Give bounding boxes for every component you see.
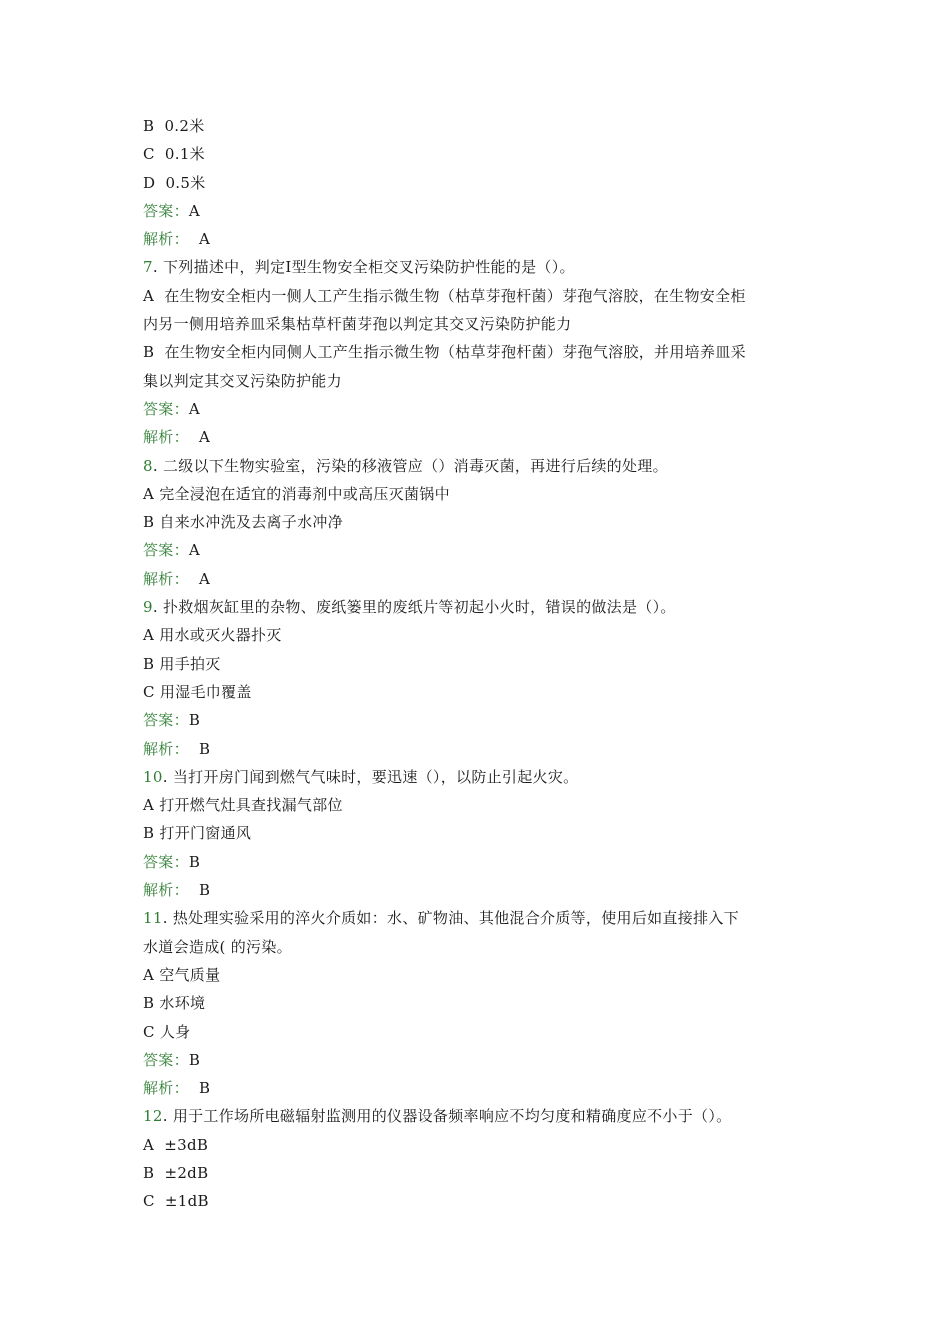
- question-line: [143, 593, 813, 621]
- question-text: . 下列描述中，判定Ⅰ型生物安全柜交叉污染防护性能的是（）。: [152, 258, 575, 277]
- analysis-line: [143, 423, 813, 451]
- question-line: [143, 904, 813, 932]
- question-number: 9: [143, 598, 153, 617]
- question-line: [143, 763, 813, 791]
- option-line: C 人身: [143, 1022, 191, 1041]
- answer-value: B: [188, 711, 201, 730]
- analysis-label: 解析：: [143, 230, 189, 249]
- analysis-label: 解析：: [143, 428, 189, 447]
- option-line: B 打开门窗通风: [143, 824, 252, 843]
- option-line: 水道会造成( 的污染。: [143, 937, 292, 956]
- option-line: 集以判定其交叉污染防护能力: [143, 371, 342, 390]
- answer-label: 答案：: [143, 201, 189, 220]
- answer-label: 答案：: [143, 1050, 189, 1069]
- option-line: 内另一侧用培养皿采集枯草杆菌芽孢以判定其交叉污染防护能力: [143, 315, 572, 334]
- option-line: B 用手拍灭: [143, 654, 221, 673]
- option-line: B 0.2米: [143, 117, 205, 135]
- question-line: [143, 1102, 813, 1130]
- option-line: A 打开燃气灶具查找漏气部位: [143, 796, 343, 815]
- option-line: D 0.5米: [143, 173, 206, 192]
- option-line: A 完全浸泡在适宜的消毒剂中或高压灭菌锅中: [143, 484, 450, 503]
- analysis-value: B: [188, 1079, 211, 1098]
- question-number: 12: [143, 1107, 163, 1126]
- answer-value: A: [188, 201, 201, 220]
- analysis-value: B: [188, 739, 211, 758]
- option-line: B 自来水冲洗及去离子水冲净: [143, 513, 343, 532]
- analysis-label: 解析：: [143, 881, 189, 900]
- answer-line: [143, 536, 813, 564]
- option-line: C ±1dB: [143, 1192, 209, 1211]
- analysis-value: A: [188, 230, 211, 249]
- question-number: 10: [143, 767, 163, 786]
- option-line: A ±3dB: [143, 1135, 209, 1154]
- analysis-line: [143, 1074, 813, 1102]
- answer-line: [143, 1046, 813, 1074]
- analysis-value: A: [188, 428, 211, 447]
- answer-value: A: [188, 541, 201, 560]
- option-line: A 在生物安全柜内一侧人工产生指示微生物（枯草芽孢杆菌）芽孢气溶胶，在生物安全柜: [143, 286, 746, 305]
- answer-label: 答案：: [143, 852, 189, 871]
- answer-label: 答案：: [143, 541, 189, 560]
- answer-line: [143, 197, 813, 225]
- question-text: . 用于工作场所电磁辐射监测用的仪器设备频率响应不均匀度和精确度应不小于（）。: [162, 1107, 732, 1126]
- option-line: B 在生物安全柜内同侧人工产生指示微生物（枯草芽孢杆菌）芽孢气溶胶，并用培养皿采: [143, 343, 746, 362]
- analysis-line: [143, 565, 813, 593]
- answer-label: 答案：: [143, 711, 189, 730]
- analysis-value: B: [188, 881, 211, 900]
- analysis-line: [143, 225, 813, 253]
- answer-line: [143, 848, 813, 876]
- question-number: 7: [143, 258, 153, 277]
- option-line: C 用湿毛巾覆盖: [143, 682, 252, 701]
- answer-value: B: [188, 1050, 201, 1069]
- analysis-value: A: [188, 569, 211, 588]
- question-text: . 扑救烟灰缸里的杂物、废纸篓里的废纸片等初起小火时，错误的做法是（）。: [152, 598, 676, 617]
- answer-line: [143, 706, 813, 734]
- answer-line: [143, 395, 813, 423]
- answer-value: A: [188, 399, 201, 418]
- analysis-label: 解析：: [143, 739, 189, 758]
- question-text: . 二级以下生物实验室，污染的移液管应（）消毒灭菌，再进行后续的处理。: [152, 456, 668, 475]
- answer-value: B: [188, 852, 201, 871]
- analysis-line: [143, 735, 813, 763]
- document-page: [143, 112, 813, 1216]
- analysis-label: 解析：: [143, 1079, 189, 1098]
- question-line: [143, 253, 813, 281]
- option-line: C 0.1米: [143, 145, 205, 164]
- option-line: A 空气质量: [143, 965, 221, 984]
- analysis-label: 解析：: [143, 569, 189, 588]
- question-text: . 热处理实验采用的淬火介质如：水、矿物油、其他混合介质等，使用后如直接排入下: [162, 909, 739, 928]
- question-number: 8: [143, 456, 153, 475]
- question-text: . 当打开房门闻到燃气气味时，要迅速（），以防止引起火灾。: [162, 767, 579, 786]
- question-number: 11: [143, 909, 163, 928]
- analysis-line: [143, 876, 813, 904]
- option-line: B ±2dB: [143, 1163, 209, 1182]
- option-line: A 用水或灭火器扑灭: [143, 626, 282, 645]
- option-line: B 水环境: [143, 994, 206, 1013]
- question-line: [143, 452, 813, 480]
- answer-label: 答案：: [143, 399, 189, 418]
